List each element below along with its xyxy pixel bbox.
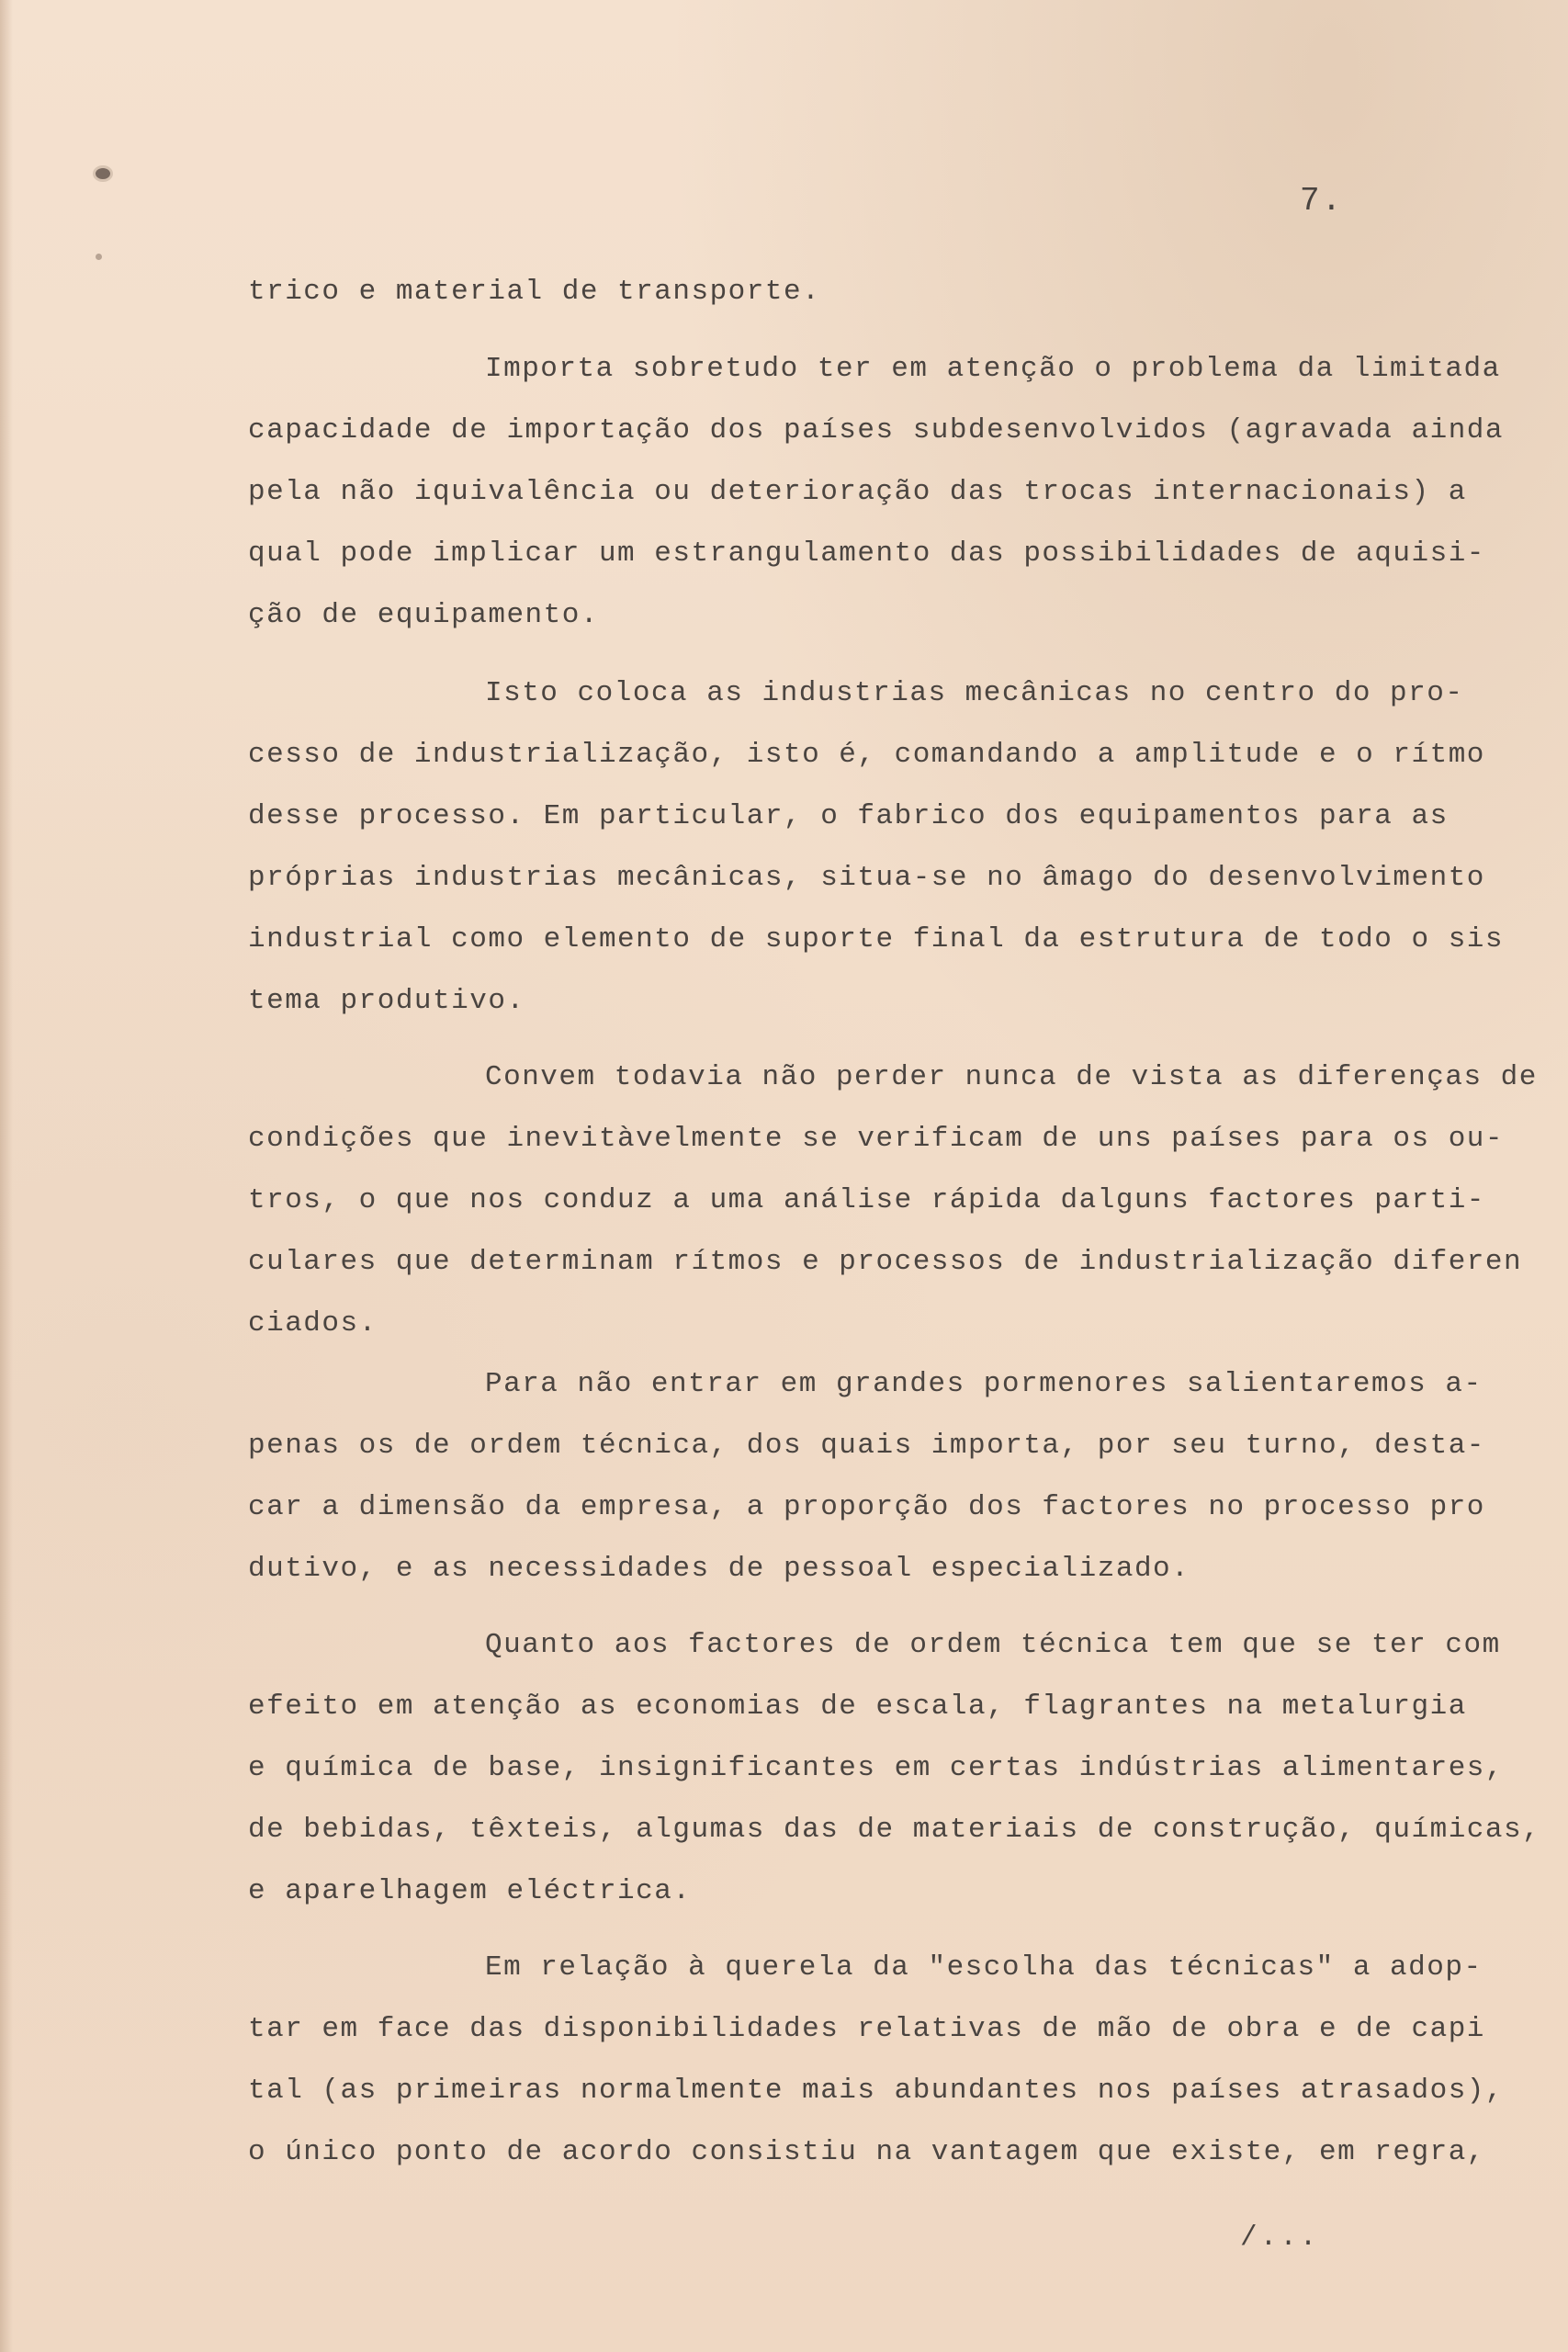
text-line: ção de equipamento. xyxy=(248,599,599,631)
binder-hole-small-icon xyxy=(96,254,102,260)
text-line: e aparelhagem eléctrica. xyxy=(248,1875,692,1907)
text-line: car a dimensão da empresa, a proporção dos factores no processo pro xyxy=(248,1491,1485,1523)
continuation-mark: /... xyxy=(1240,2222,1320,2254)
paper-edge-shadow xyxy=(0,0,13,2352)
text-line: efeito em atenção as economias de escala, flagrantes na metalurgia xyxy=(248,1690,1467,1723)
text-line: tema produtivo. xyxy=(248,985,525,1017)
text-line: trico e material de transporte. xyxy=(248,276,821,308)
text-line: de bebidas, têxteis, algumas das de materiais de construção, químicas, xyxy=(248,1814,1541,1846)
text-line: cesso de industrialização, isto é, comandando a amplitude e o rítmo xyxy=(248,739,1485,771)
text-line: Isto coloca as industrias mecânicas no centro do pro- xyxy=(485,677,1464,709)
page-number: 7. xyxy=(1300,182,1344,220)
text-line: Em relação à querela da "escolha das técnicas" a adop- xyxy=(485,1951,1483,1984)
binder-hole-icon xyxy=(93,165,113,182)
text-line: industrial como elemento de suporte final da estrutura de todo o sis xyxy=(248,923,1505,956)
text-line: culares que determinam rítmos e processos de industrialização diferen xyxy=(248,1246,1523,1278)
text-line: Quanto aos factores de ordem técnica tem que se ter com xyxy=(485,1629,1501,1661)
text-line: pela não iquivalência ou deterioração das trocas internacionais) a xyxy=(248,476,1467,508)
text-line: dutivo, e as necessidades de pessoal especializado. xyxy=(248,1553,1190,1585)
text-line: Importa sobretudo ter em atenção o problema da limitada xyxy=(485,353,1501,385)
text-line: ciados. xyxy=(248,1307,378,1340)
text-line: penas os de ordem técnica, dos quais importa, por seu turno, desta- xyxy=(248,1430,1485,1462)
text-line: desse processo. Em particular, o fabrico dos equipamentos para as xyxy=(248,800,1449,832)
text-line: tar em face das disponibilidades relativas de mão de obra e de capi xyxy=(248,2013,1485,2045)
text-line: capacidade de importação dos países subdesenvolvidos (agravada ainda xyxy=(248,414,1505,447)
text-line: qual pode implicar um estrangulamento das possibilidades de aquisi- xyxy=(248,537,1485,570)
text-line: e química de base, insignificantes em certas indústrias alimentares, xyxy=(248,1752,1505,1784)
text-line: próprias industrias mecânicas, situa-se no âmago do desenvolvimento xyxy=(248,862,1485,894)
text-line: Convem todavia não perder nunca de vista as diferenças de xyxy=(485,1061,1538,1093)
text-line: tal (as primeiras normalmente mais abundantes nos países atrasados), xyxy=(248,2075,1505,2107)
text-line: condições que inevitàvelmente se verificam de uns países para os ou- xyxy=(248,1123,1505,1155)
text-line: tros, o que nos conduz a uma análise rápida dalguns factores parti- xyxy=(248,1184,1485,1216)
text-line: o único ponto de acordo consistiu na vantagem que existe, em regra, xyxy=(248,2136,1485,2168)
text-line: Para não entrar em grandes pormenores salientaremos a- xyxy=(485,1368,1483,1400)
